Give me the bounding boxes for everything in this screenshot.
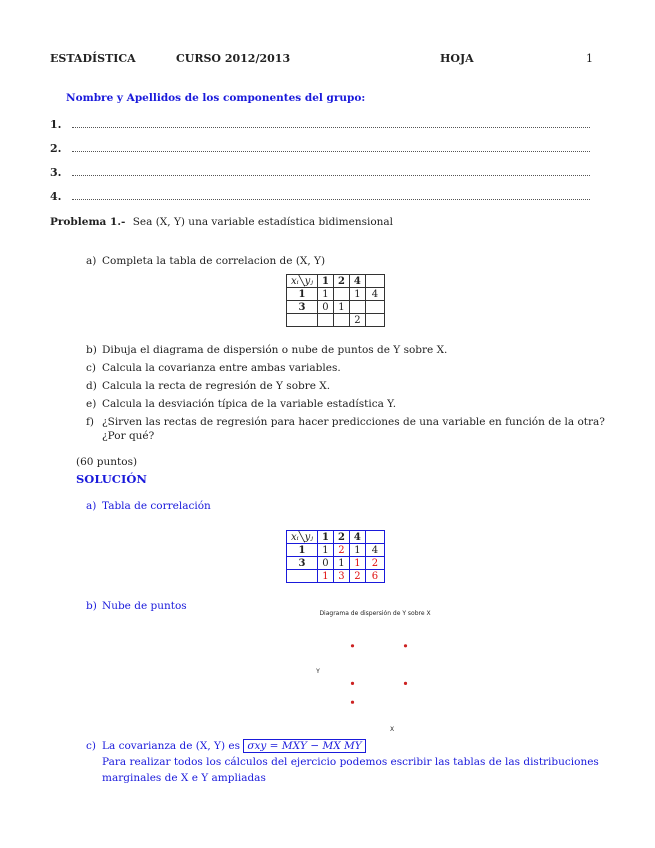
- scatter-point: [404, 682, 407, 685]
- table-corner: xᵢ╲yⱼ: [287, 275, 318, 288]
- problem-table: xᵢ╲yⱼ 1 2 4 1 1 1 4 3 0 1 2: [286, 274, 385, 327]
- scatter-point: [351, 682, 354, 685]
- group-title: Nombre y Apellidos de los componentes del grupo:: [66, 92, 366, 104]
- points-label: (60 puntos): [76, 456, 138, 468]
- item-c: c) Calcula la covarianza entre ambas variables.: [86, 362, 341, 374]
- line-number: 4.: [50, 190, 62, 203]
- item-b: b) Dibuja el diagrama de dispersión o nube de puntos de Y sobre X.: [86, 344, 448, 356]
- item-f-cont: ¿Por qué?: [102, 430, 155, 442]
- item-a: a) Completa la tabla de correlacion de (X, Y): [86, 255, 326, 267]
- name-line-3[interactable]: [50, 166, 590, 179]
- solution-c-text: Para realizar todos los cálculos del ejercicio podemos escribir las tablas de las distribuciones: [102, 756, 599, 768]
- problem-statement: [50, 216, 393, 228]
- solution-c-text2: marginales de X e Y ampliadas: [102, 772, 266, 784]
- solution-c: c) La covarianza de (X, Y) es σxy = MXY − MX MY: [86, 740, 366, 752]
- table-row: 1 1 2 1 4: [287, 544, 385, 557]
- course-label: CURSO 2012/2013: [176, 52, 291, 65]
- name-line-1[interactable]: [50, 118, 590, 131]
- chart-title: Diagrama de dispersión de Y sobre X: [319, 610, 431, 617]
- line-number: 3.: [50, 166, 62, 179]
- table-row: 2: [287, 314, 385, 327]
- solution-a: a) Tabla de correlación: [86, 500, 211, 512]
- x-axis-label: X: [389, 726, 395, 733]
- table-corner: xᵢ╲yⱼ: [287, 531, 318, 544]
- item-f: f) ¿Sirven las rectas de regresión para hacer predicciones de una variable en función de la otra?: [86, 416, 605, 428]
- table-row: 1 1 1 4: [287, 288, 385, 301]
- covariance-formula: σxy = MXY − MX MY: [243, 739, 365, 753]
- solution-table: xᵢ╲yⱼ 1 2 4 1 1 2 1 4 3 0 1 1 2 1 3 2 6: [286, 530, 385, 583]
- item-e: e) Calcula la desviación típica de la variable estadística Y.: [86, 398, 397, 410]
- sheet-label: HOJA: [440, 52, 474, 65]
- name-line-4[interactable]: [50, 190, 590, 203]
- line-number: 1.: [50, 118, 62, 131]
- scatter-point: [404, 644, 407, 647]
- problem-label: Problema 1.-: [50, 216, 126, 228]
- table-row: 3 0 1: [287, 301, 385, 314]
- scatter-point: [351, 701, 354, 704]
- problem-text: Sea (X, Y) una variable estadística bidimensional: [132, 216, 394, 228]
- scatter-plot: [300, 605, 450, 735]
- y-axis-label: Y: [316, 668, 320, 675]
- scatter-point: [351, 644, 354, 647]
- page-number: 1: [586, 52, 593, 65]
- table-row: 3 0 1 1 2: [287, 557, 385, 570]
- solution-b: b) Nube de puntos: [86, 600, 187, 612]
- table-row: 1 3 2 6: [287, 570, 385, 583]
- name-line-2[interactable]: [50, 142, 590, 155]
- item-d: d) Calcula la recta de regresión de Y sobre X.: [86, 380, 331, 392]
- solution-title: SOLUCIÓN: [76, 472, 147, 486]
- line-number: 2.: [50, 142, 62, 155]
- subject-title: ESTADÍSTICA: [50, 52, 136, 65]
